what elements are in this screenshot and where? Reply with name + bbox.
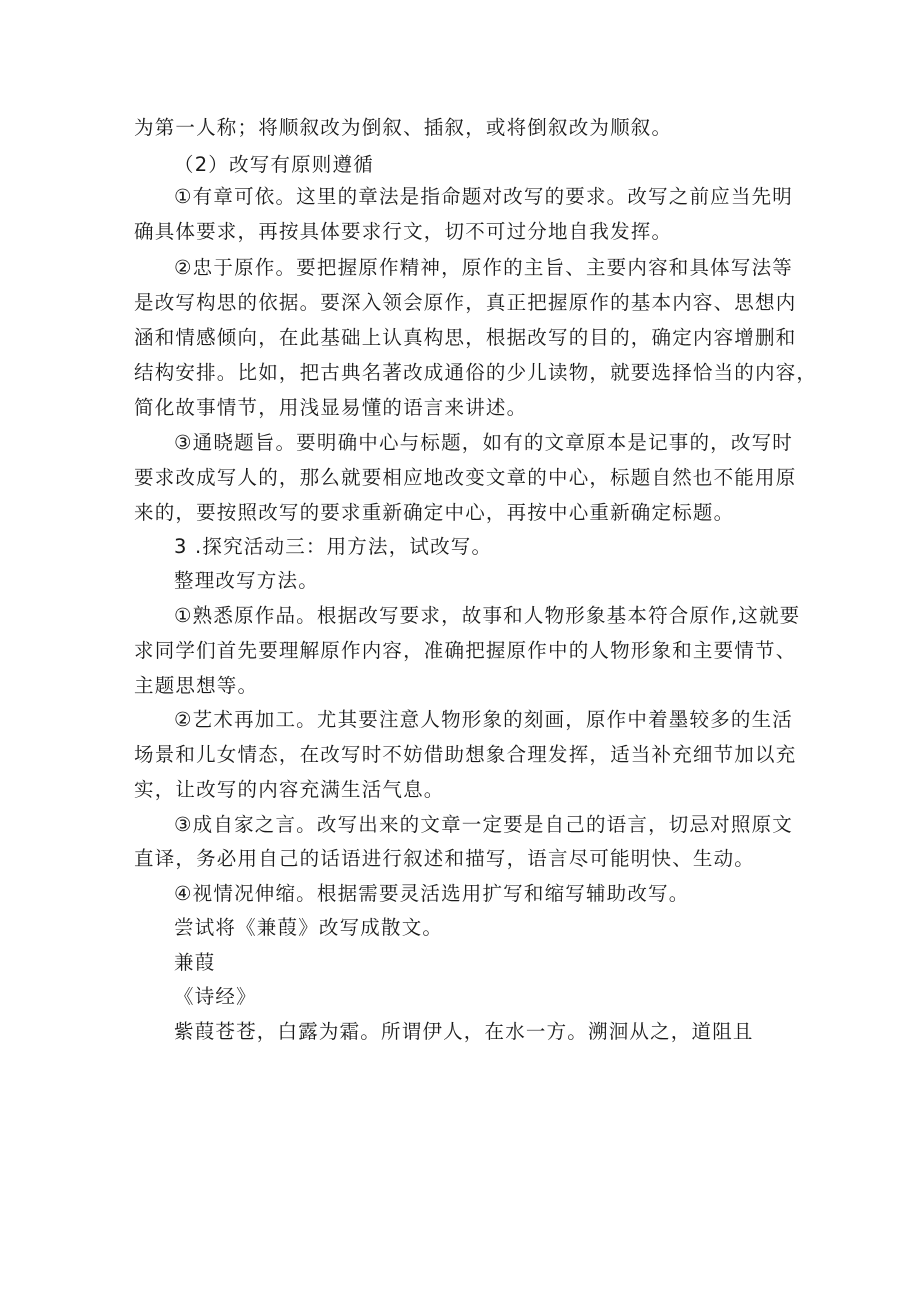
text-line: 简化故事情节，用浅显易懂的语言来讲述。	[134, 396, 528, 419]
text-line: ③通晓题旨。要明确中心与标题，如有的文章原本是记事的，改写时	[174, 431, 793, 454]
text-line: ②艺术再加工。尤其要注意人物形象的刻画，原作中着墨较多的生活	[174, 708, 793, 731]
text-line: 来的，要按照改写的要求重新确定中心，再按中心重新确定标题。	[134, 501, 735, 524]
text-line: 求同学们首先要理解原作内容，准确把握原作中的人物形象和主要情节、	[134, 639, 797, 662]
text-line: ②忠于原作。要把握原作精神，原作的主旨、主要内容和具体写法等	[174, 256, 793, 279]
text-line: 是改写构思的依据。要深入领会原作，真正把握原作的基本内容、思想内	[134, 291, 797, 314]
text-line: 要求改成写人的，那么就要相应地改变文章的中心，标题自然也不能用原	[134, 466, 797, 489]
text-line: 涵和情感倾向，在此基础上认真构思，根据改写的目的，确定内容增删和	[134, 326, 797, 349]
poem-line: 紫葭苍苍，白露为霜。所谓伊人，在水一方。溯洄从之，道阻且	[174, 1020, 754, 1043]
text-line: 实，让改写的内容充满生活气息。	[134, 778, 445, 801]
text-line: ①熟悉原作品。根据改写要求，故事和人物形象基本符合原作,这就要	[174, 604, 801, 627]
poem-title: 兼葭	[174, 951, 216, 974]
section-heading: 3 .探究活动三：用方法，试改写。	[174, 535, 493, 558]
text-line: 为第一人称；将顺叙改为倒叙、插叙，或将倒叙改为顺叙。	[134, 116, 673, 139]
text-line: 确具体要求，再按具体要求行文，切不可过分地自我发挥。	[134, 220, 673, 243]
text-line: 直译，务必用自己的话语进行叙述和描写，语言尽可能明快、生动。	[134, 847, 756, 870]
poem-source: 《诗经》	[174, 985, 257, 1008]
text-line: 尝试将《兼葭》改写成散文。	[174, 916, 444, 939]
text-line: 场景和儿女情态，在改写时不妨借助想象合理发挥，适当补充细节加以充	[134, 743, 797, 766]
text-line: ④视情况伸缩。根据需要灵活选用扩写和缩写辅助改写。	[174, 882, 690, 905]
text-line: 结构安排。比如，把古典名著改成通俗的少儿读物，就要选择恰当的内容，	[134, 361, 818, 384]
text-line: ③成自家之言。改写出来的文章一定要是自己的语言，切忌对照原文	[174, 813, 793, 836]
section-heading: （2）改写有原则遵循	[174, 153, 374, 176]
text-line: ①有章可依。这里的章法是指命题对改写的要求。改写之前应当先明	[174, 185, 793, 208]
text-line: 整理改写方法。	[174, 569, 319, 592]
text-line: 主题思想等。	[134, 674, 259, 697]
